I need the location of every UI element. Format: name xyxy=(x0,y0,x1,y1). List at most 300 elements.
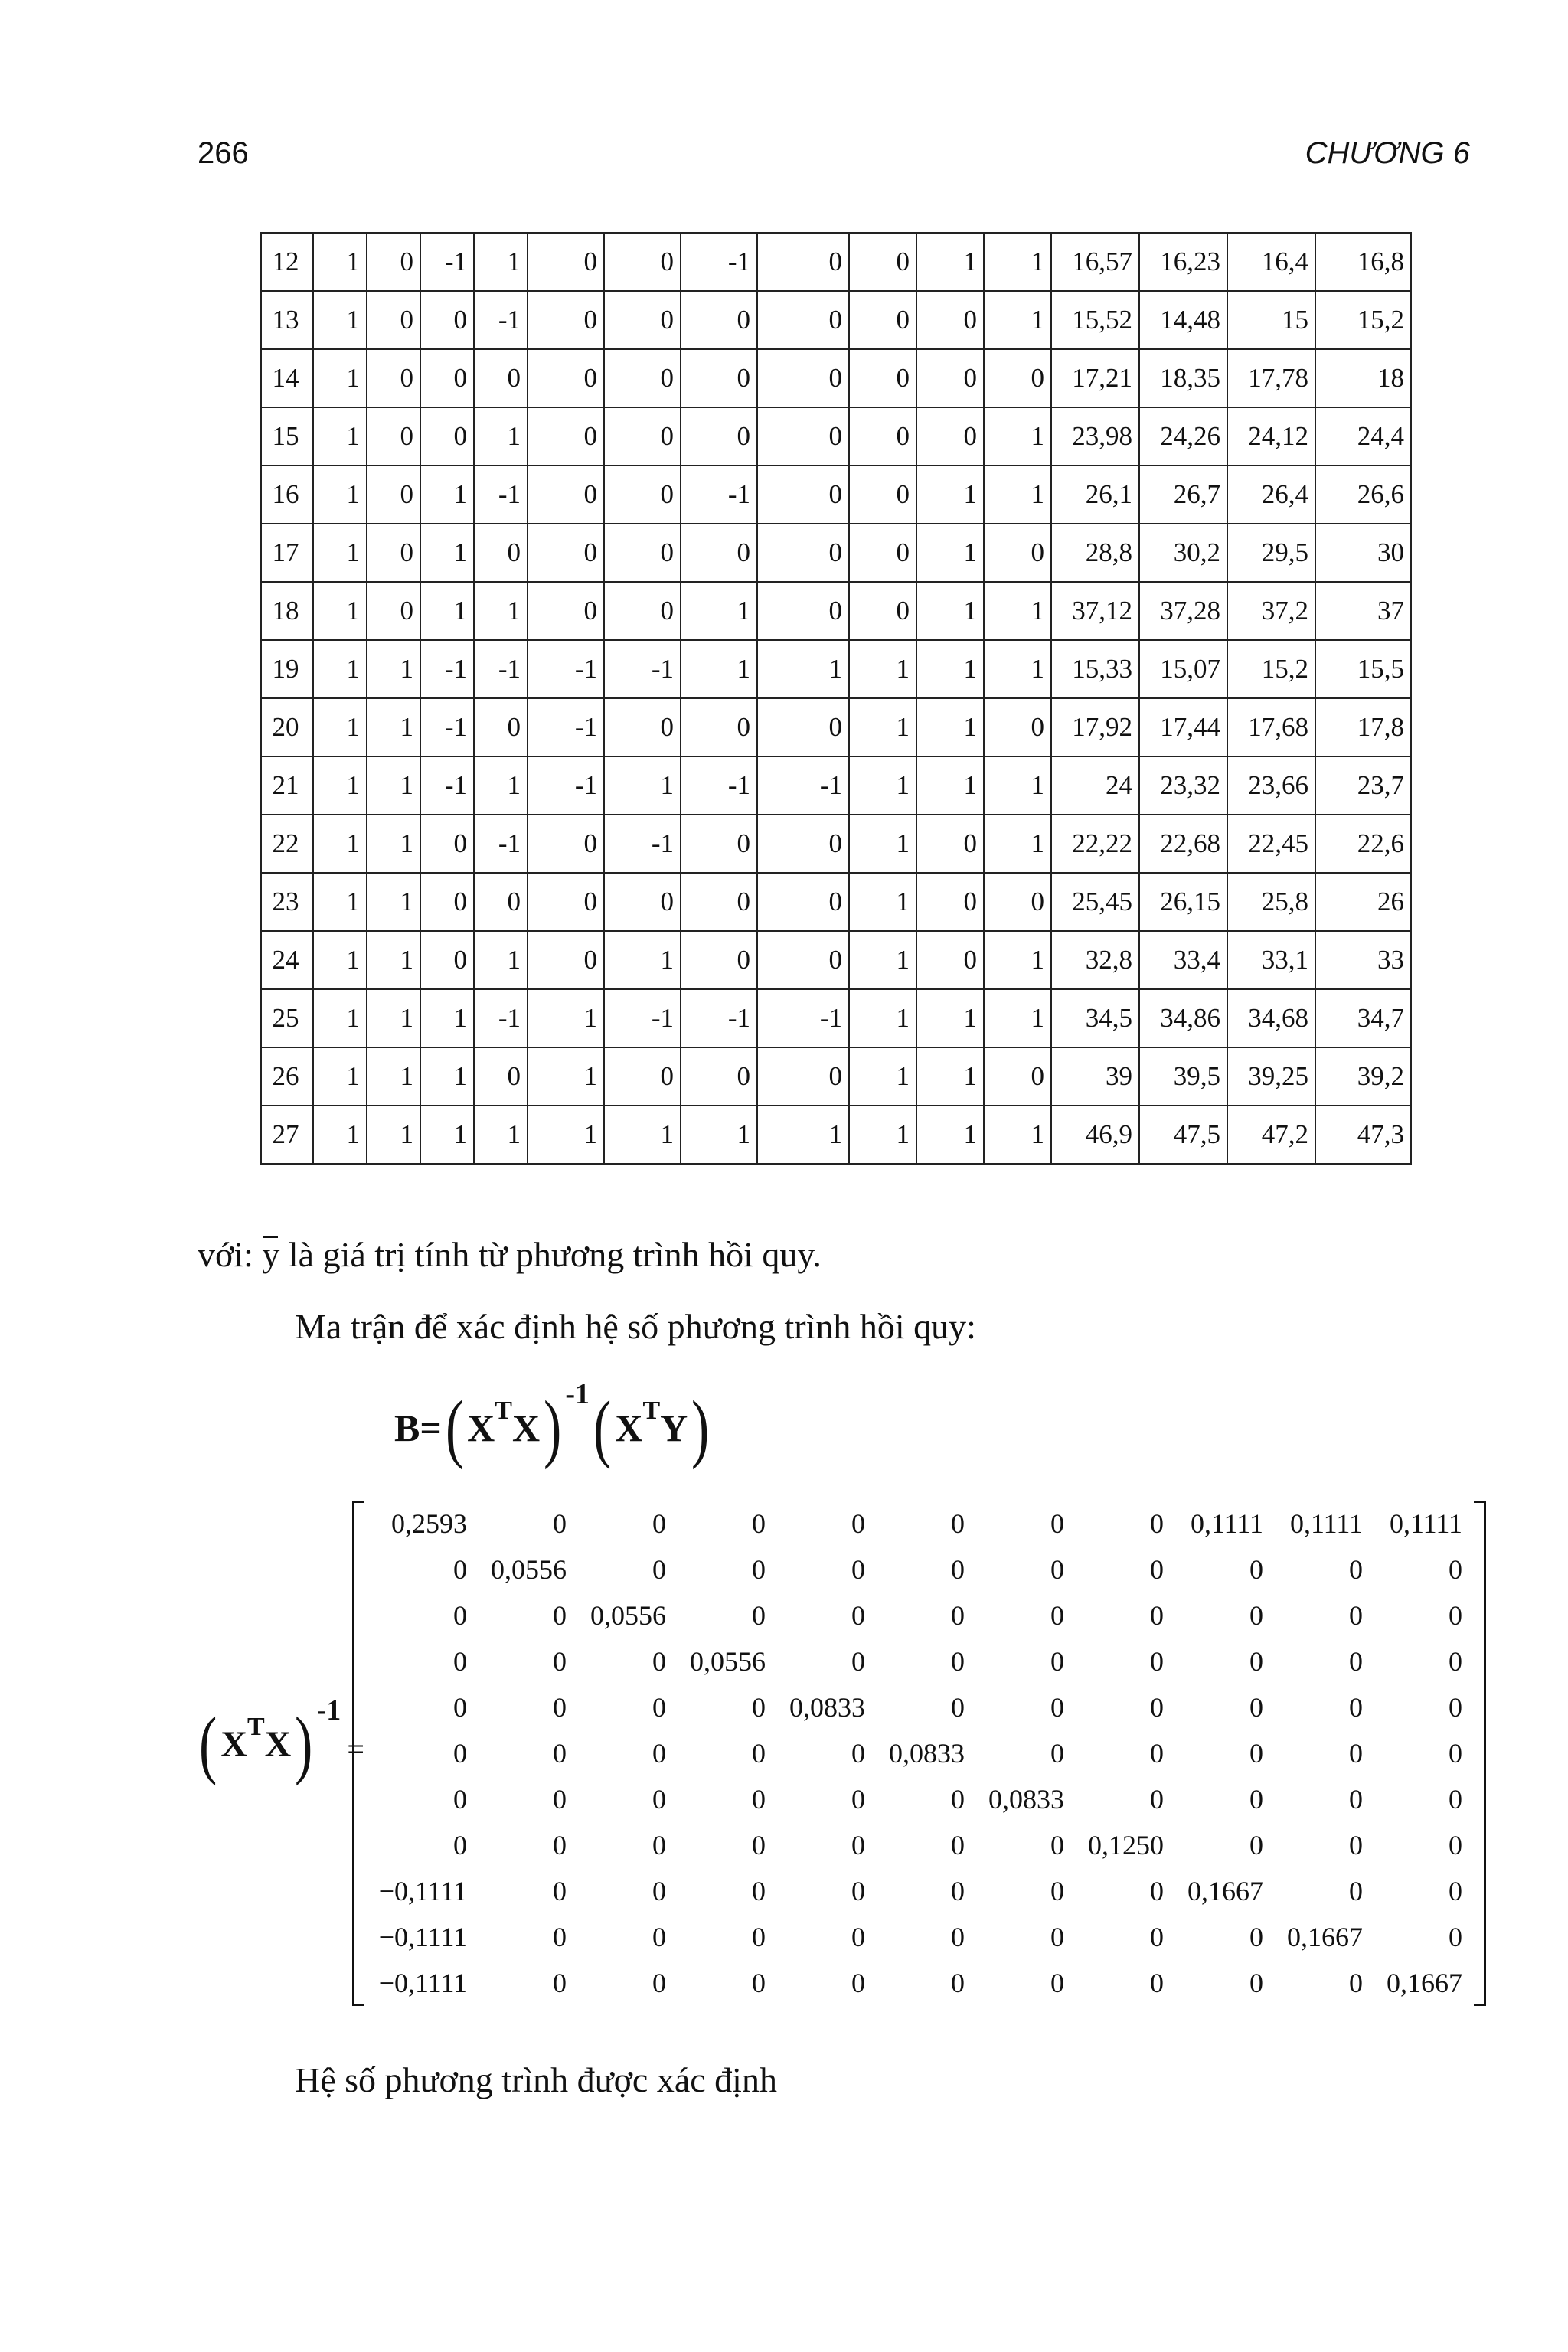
table-cell: 0 xyxy=(757,582,849,640)
table-row xyxy=(261,756,1411,815)
yhat-note xyxy=(198,1234,822,1275)
matrix-cell: 0 xyxy=(453,1600,467,1631)
matrix-cell: 0 xyxy=(1449,1784,1462,1815)
table-cell: 37 xyxy=(1315,582,1411,640)
table-cell: 1 xyxy=(916,1106,984,1164)
table-cell: 1 xyxy=(367,1047,420,1106)
table-cell: 33,4 xyxy=(1139,931,1227,989)
matrix-cell: −0,1111 xyxy=(378,1876,467,1906)
matrix-cell: 0 xyxy=(851,1508,865,1539)
table-cell: 24 xyxy=(261,931,313,989)
table-cell: 17,68 xyxy=(1227,698,1315,756)
table-cell: 30 xyxy=(1315,524,1411,582)
table-cell: 1 xyxy=(604,931,681,989)
table-row xyxy=(261,349,1411,407)
table-cell: 0 xyxy=(528,931,604,989)
table-cell: 1 xyxy=(916,989,984,1047)
table-cell: 1 xyxy=(849,698,916,756)
table-cell: -1 xyxy=(474,466,528,524)
table-cell: 1 xyxy=(474,407,528,466)
table-cell: 1 xyxy=(916,582,984,640)
table-cell: 24,4 xyxy=(1315,407,1411,466)
table-cell: 0 xyxy=(757,698,849,756)
table-cell: -1 xyxy=(474,291,528,349)
matrix-right-bracket xyxy=(1474,1501,1486,2006)
table-cell: 1 xyxy=(420,524,474,582)
matrix-cell: 0 xyxy=(1349,1554,1363,1585)
table-cell: 1 xyxy=(849,1047,916,1106)
table-cell: 0 xyxy=(984,873,1051,931)
matrix-cell: 0 xyxy=(453,1830,467,1860)
table-cell: 1 xyxy=(757,640,849,698)
matrix-cell: 0 xyxy=(851,1876,865,1906)
lhs-t: T xyxy=(247,1713,265,1741)
matrix-cell: 0 xyxy=(851,1922,865,1952)
table-cell: 0 xyxy=(849,349,916,407)
table-cell: 1 xyxy=(313,1047,367,1106)
table-cell: 1 xyxy=(367,931,420,989)
yhat-symbol: y xyxy=(262,1235,280,1274)
matrix-cell: −0,1111 xyxy=(378,1968,467,1998)
table-cell: 16,8 xyxy=(1315,233,1411,291)
table-cell: 47,3 xyxy=(1315,1106,1411,1164)
table-cell: 0 xyxy=(681,931,757,989)
table-cell: 0 xyxy=(681,873,757,931)
formula-t: T xyxy=(495,1396,512,1425)
table-cell: 1 xyxy=(528,1106,604,1164)
table-cell: 0 xyxy=(604,524,681,582)
matrix-cell: 0 xyxy=(752,1554,766,1585)
matrix-cell: 0 xyxy=(1150,1784,1164,1815)
matrix-cell: 0 xyxy=(1150,1554,1164,1585)
lhs-x2: X xyxy=(264,1723,292,1765)
matrix-cell: 0 xyxy=(652,1692,666,1723)
lhs-x: X xyxy=(220,1723,247,1765)
table-cell: 1 xyxy=(367,873,420,931)
table-cell: 1 xyxy=(916,1047,984,1106)
matrix-cell: 0 xyxy=(1250,1922,1263,1952)
matrix-cell: 0 xyxy=(1449,1554,1462,1585)
table-cell: 1 xyxy=(849,815,916,873)
matrix-cell: 0 xyxy=(553,1738,567,1769)
table-cell: 0 xyxy=(849,407,916,466)
with-prefix: với: xyxy=(198,1235,263,1274)
matrix-row xyxy=(364,1501,1462,1547)
table-cell: 1 xyxy=(474,233,528,291)
matrix-cell: 0 xyxy=(453,1646,467,1677)
table-cell: -1 xyxy=(528,698,604,756)
table-cell: 0 xyxy=(604,349,681,407)
table-cell: 23,66 xyxy=(1227,756,1315,815)
table-cell: 0 xyxy=(474,524,528,582)
matrix-cell: 0 xyxy=(652,1922,666,1952)
table-cell: 1 xyxy=(984,931,1051,989)
table-cell: 1 xyxy=(984,407,1051,466)
lhs-equals: = xyxy=(347,1731,364,1766)
table-cell: 1 xyxy=(474,756,528,815)
table-row xyxy=(261,466,1411,524)
matrix-cell: 0 xyxy=(752,1692,766,1723)
table-cell: 1 xyxy=(984,989,1051,1047)
table-cell: 26 xyxy=(1315,873,1411,931)
table-row xyxy=(261,407,1411,466)
matrix-cell: 0 xyxy=(1050,1692,1064,1723)
table-cell: 1 xyxy=(313,815,367,873)
table-cell: -1 xyxy=(757,989,849,1047)
matrix-cell: 0 xyxy=(1349,1600,1363,1631)
formula-x: X xyxy=(467,1406,495,1449)
table-cell: 0 xyxy=(916,407,984,466)
table-cell: 1 xyxy=(313,524,367,582)
matrix-row xyxy=(364,1868,1462,1914)
table-cell: 1 xyxy=(367,1106,420,1164)
table-cell: 18,35 xyxy=(1139,349,1227,407)
matrix-cell: 0 xyxy=(851,1738,865,1769)
table-cell: 37,2 xyxy=(1227,582,1315,640)
matrix-cell: 0 xyxy=(1050,1738,1064,1769)
table-cell: 1 xyxy=(474,931,528,989)
table-cell: -1 xyxy=(420,233,474,291)
table-cell: 0 xyxy=(681,407,757,466)
matrix-cell: 0 xyxy=(1050,1508,1064,1539)
table-cell: 0 xyxy=(916,291,984,349)
table-cell: 18 xyxy=(261,582,313,640)
table-cell: 26,1 xyxy=(1051,466,1139,524)
table-cell: 23,7 xyxy=(1315,756,1411,815)
table-cell: 24,26 xyxy=(1139,407,1227,466)
table-cell: 0 xyxy=(916,815,984,873)
matrix-row xyxy=(364,1592,1462,1638)
lhs-left-paren: ( xyxy=(198,1701,217,1786)
table-cell: 0 xyxy=(604,233,681,291)
matrix-cell: 0 xyxy=(1050,1646,1064,1677)
matrix-cell: 0 xyxy=(951,1922,965,1952)
table-cell: 34,7 xyxy=(1315,989,1411,1047)
matrix-cell: 0 xyxy=(752,1738,766,1769)
table-row xyxy=(261,524,1411,582)
table-cell: 33 xyxy=(1315,931,1411,989)
matrix-cell: 0,1111 xyxy=(1390,1508,1462,1539)
table-cell: 0 xyxy=(984,524,1051,582)
table-cell: 46,9 xyxy=(1051,1106,1139,1164)
table-cell: 1 xyxy=(984,466,1051,524)
table-row xyxy=(261,233,1411,291)
matrix-cell: 0 xyxy=(553,1646,567,1677)
matrix-cell: 0 xyxy=(851,1830,865,1860)
table-cell: 0 xyxy=(420,931,474,989)
formula-x3: X xyxy=(615,1406,643,1449)
table-cell: 0 xyxy=(916,349,984,407)
matrix-cell: 0 xyxy=(553,1876,567,1906)
matrix-cell: 0 xyxy=(1050,1968,1064,1998)
table-cell: 0 xyxy=(367,466,420,524)
table-cell: 1 xyxy=(681,582,757,640)
table-cell: 39,2 xyxy=(1315,1047,1411,1106)
matrix-cell: 0 xyxy=(1449,1692,1462,1723)
matrix-row xyxy=(364,1638,1462,1684)
left-paren: ( xyxy=(445,1385,464,1470)
matrix-cell: 0,1667 xyxy=(1387,1968,1462,1998)
matrix-cell: 0 xyxy=(1250,1554,1263,1585)
table-cell: 0 xyxy=(984,1047,1051,1106)
table-cell: 0 xyxy=(367,407,420,466)
table-cell: 1 xyxy=(313,931,367,989)
table-cell: 0 xyxy=(528,582,604,640)
table-cell: 34,86 xyxy=(1139,989,1227,1047)
table-cell: 1 xyxy=(849,640,916,698)
table-cell: 1 xyxy=(313,407,367,466)
table-cell: 0 xyxy=(681,291,757,349)
matrix-cell: 0 xyxy=(1250,1784,1263,1815)
table-cell: 1 xyxy=(313,349,367,407)
matrix-row xyxy=(364,1776,1462,1822)
table-cell: 0 xyxy=(367,349,420,407)
table-cell: 1 xyxy=(757,1106,849,1164)
matrix-cell: 0 xyxy=(553,1922,567,1952)
matrix-cell: 0 xyxy=(652,1876,666,1906)
table-cell: 1 xyxy=(420,1047,474,1106)
table-cell: 0 xyxy=(681,524,757,582)
table-cell: 1 xyxy=(984,815,1051,873)
table-cell: 17,21 xyxy=(1051,349,1139,407)
table-cell: 1 xyxy=(849,873,916,931)
matrix-cell: 0 xyxy=(951,1646,965,1677)
matrix-cell: 0 xyxy=(652,1784,666,1815)
matrix-cell: 0,0833 xyxy=(988,1784,1064,1815)
matrix-cell: 0 xyxy=(1349,1968,1363,1998)
table-cell: 1 xyxy=(474,1106,528,1164)
matrix-cell: 0 xyxy=(453,1738,467,1769)
table-cell: 0 xyxy=(604,873,681,931)
table-cell: 0 xyxy=(420,291,474,349)
lhs-inverse: -1 xyxy=(316,1694,341,1726)
table-cell: 26,4 xyxy=(1227,466,1315,524)
table-cell: 16,4 xyxy=(1227,233,1315,291)
table-cell: -1 xyxy=(604,640,681,698)
matrix-cell: 0 xyxy=(951,1554,965,1585)
matrix-row xyxy=(364,1960,1462,2006)
table-cell: 0 xyxy=(681,1047,757,1106)
table-cell: 1 xyxy=(420,989,474,1047)
table-cell: 16 xyxy=(261,466,313,524)
table-cell: 32,8 xyxy=(1051,931,1139,989)
table-cell: 1 xyxy=(916,640,984,698)
table-cell: 0 xyxy=(474,873,528,931)
table-cell: 1 xyxy=(528,1047,604,1106)
matrix-cell: 0 xyxy=(951,1968,965,1998)
table-cell: 1 xyxy=(528,989,604,1047)
matrix-cell: 0 xyxy=(553,1692,567,1723)
table-cell: 0 xyxy=(984,349,1051,407)
matrix-cell: 0 xyxy=(1349,1784,1363,1815)
table-cell: 0 xyxy=(367,291,420,349)
table-cell: 17,92 xyxy=(1051,698,1139,756)
table-cell: 0 xyxy=(528,873,604,931)
table-cell: 1 xyxy=(916,233,984,291)
matrix-cell: 0 xyxy=(1150,1692,1164,1723)
table-row xyxy=(261,640,1411,698)
matrix-cell: 0 xyxy=(1150,1922,1164,1952)
matrix-cell: 0 xyxy=(1349,1646,1363,1677)
page-number: 266 xyxy=(198,136,249,170)
table-cell: 0 xyxy=(849,466,916,524)
table-cell: 34,5 xyxy=(1051,989,1139,1047)
table-cell: 23,98 xyxy=(1051,407,1139,466)
table-cell: 1 xyxy=(313,233,367,291)
matrix-cell: 0 xyxy=(1449,1738,1462,1769)
table-cell: 1 xyxy=(984,291,1051,349)
table-cell: 0 xyxy=(681,815,757,873)
matrix-cell: 0,1111 xyxy=(1290,1508,1363,1539)
matrix-cell: 0 xyxy=(1050,1554,1064,1585)
table-cell: 15 xyxy=(261,407,313,466)
table-cell: 0 xyxy=(757,815,849,873)
table-cell: 22 xyxy=(261,815,313,873)
with-rest: là giá trị tính từ phương trình hồi quy. xyxy=(279,1235,822,1274)
matrix-cell: 0 xyxy=(553,1830,567,1860)
left-paren-2: ( xyxy=(593,1385,612,1470)
matrix-cell: 0 xyxy=(851,1554,865,1585)
table-cell: 1 xyxy=(984,582,1051,640)
table-cell: 28,8 xyxy=(1051,524,1139,582)
table-cell: -1 xyxy=(528,756,604,815)
table-cell: -1 xyxy=(474,815,528,873)
matrix-cell: 0 xyxy=(652,1508,666,1539)
table-cell: 24 xyxy=(1051,756,1139,815)
matrix-cell: 0 xyxy=(752,1508,766,1539)
table-cell: 1 xyxy=(313,582,367,640)
table-cell: 0 xyxy=(757,233,849,291)
table-row xyxy=(261,989,1411,1047)
matrix-cell: 0 xyxy=(1050,1876,1064,1906)
table-cell: 0 xyxy=(420,407,474,466)
matrix-cell: 0 xyxy=(752,1784,766,1815)
table-cell: 33,1 xyxy=(1227,931,1315,989)
table-row xyxy=(261,931,1411,989)
table-cell: 1 xyxy=(313,291,367,349)
table-row xyxy=(261,291,1411,349)
table-cell: 0 xyxy=(849,233,916,291)
matrix-cell: 0 xyxy=(1449,1646,1462,1677)
table-cell: 1 xyxy=(916,698,984,756)
matrix-left-bracket xyxy=(352,1501,364,2006)
table-cell: 18 xyxy=(1315,349,1411,407)
table-cell: 0 xyxy=(757,291,849,349)
matrix-cell: 0 xyxy=(652,1646,666,1677)
table-cell: 0 xyxy=(604,291,681,349)
matrix-cell: 0 xyxy=(1349,1692,1363,1723)
matrix-cell: 0 xyxy=(1349,1738,1363,1769)
inverse-matrix xyxy=(364,1501,1462,2006)
table-cell: 0 xyxy=(757,407,849,466)
table-cell: 39,5 xyxy=(1139,1047,1227,1106)
table-cell: 23 xyxy=(261,873,313,931)
table-cell: -1 xyxy=(681,466,757,524)
matrix-cell: 0,2593 xyxy=(391,1508,467,1539)
matrix-cell: 0 xyxy=(752,1600,766,1631)
table-cell: 1 xyxy=(916,756,984,815)
table-cell: 1 xyxy=(367,989,420,1047)
table-cell: 0 xyxy=(757,349,849,407)
regression-formula xyxy=(394,1378,714,1470)
table-cell: 22,22 xyxy=(1051,815,1139,873)
matrix-cell: 0 xyxy=(752,1876,766,1906)
table-row xyxy=(261,815,1411,873)
matrix-row xyxy=(364,1684,1462,1730)
matrix-intro: Ma trận để xác định hệ số phương trình hồi quy: xyxy=(295,1307,976,1346)
formula-x2: X xyxy=(511,1406,541,1449)
table-cell: 1 xyxy=(313,640,367,698)
formula-y: Y xyxy=(660,1406,688,1449)
table-cell: 12 xyxy=(261,233,313,291)
table-cell: 1 xyxy=(420,466,474,524)
table-cell: 15,2 xyxy=(1315,291,1411,349)
matrix-cell: 0 xyxy=(553,1968,567,1998)
table-cell: 17,44 xyxy=(1139,698,1227,756)
table-cell: 47,5 xyxy=(1139,1106,1227,1164)
table-cell: -1 xyxy=(757,756,849,815)
table-cell: 14 xyxy=(261,349,313,407)
table-cell: 0 xyxy=(681,349,757,407)
matrix-cell: 0 xyxy=(951,1692,965,1723)
matrix-cell: 0 xyxy=(553,1600,567,1631)
table-cell: 22,6 xyxy=(1315,815,1411,873)
table-cell: 0 xyxy=(367,233,420,291)
table-cell: -1 xyxy=(681,233,757,291)
table-cell: 0 xyxy=(916,873,984,931)
table-cell: 0 xyxy=(367,524,420,582)
table-cell: 0 xyxy=(604,1047,681,1106)
table-cell: -1 xyxy=(681,989,757,1047)
table-cell: 25,8 xyxy=(1227,873,1315,931)
coef-line: Hệ số phương trình được xác định xyxy=(295,2060,777,2099)
matrix-cell: 0 xyxy=(1250,1738,1263,1769)
table-cell: 0 xyxy=(849,524,916,582)
matrix-cell: 0 xyxy=(1150,1968,1164,1998)
matrix-cell: 0 xyxy=(1050,1600,1064,1631)
matrix-cell: −0,1111 xyxy=(378,1922,467,1952)
table-cell: 1 xyxy=(916,524,984,582)
formula-inverse: -1 xyxy=(565,1378,590,1410)
table-cell: 0 xyxy=(757,931,849,989)
table-cell: 14,48 xyxy=(1139,291,1227,349)
table-cell: 16,23 xyxy=(1139,233,1227,291)
table-cell: 0 xyxy=(474,698,528,756)
table-cell: 1 xyxy=(849,989,916,1047)
table-cell: 0 xyxy=(528,349,604,407)
table-cell: 1 xyxy=(313,756,367,815)
table-cell: 27 xyxy=(261,1106,313,1164)
table-cell: -1 xyxy=(474,640,528,698)
matrix-cell: 0 xyxy=(453,1692,467,1723)
table-cell: 0 xyxy=(367,582,420,640)
matrix-cell: 0 xyxy=(1050,1830,1064,1860)
table-cell: 1 xyxy=(984,756,1051,815)
table-cell: 1 xyxy=(420,1106,474,1164)
table-cell: 1 xyxy=(313,1106,367,1164)
table-cell: 0 xyxy=(757,466,849,524)
matrix-cell: 0 xyxy=(1050,1922,1064,1952)
table-cell: 1 xyxy=(367,756,420,815)
table-cell: 0 xyxy=(604,466,681,524)
matrix-cell: 0 xyxy=(553,1784,567,1815)
matrix-cell: 0 xyxy=(951,1876,965,1906)
table-cell: 37,12 xyxy=(1051,582,1139,640)
table-cell: 47,2 xyxy=(1227,1106,1315,1164)
matrix-cell: 0,1667 xyxy=(1287,1922,1363,1952)
formula-t2: T xyxy=(642,1396,661,1425)
table-cell: 34,68 xyxy=(1227,989,1315,1047)
